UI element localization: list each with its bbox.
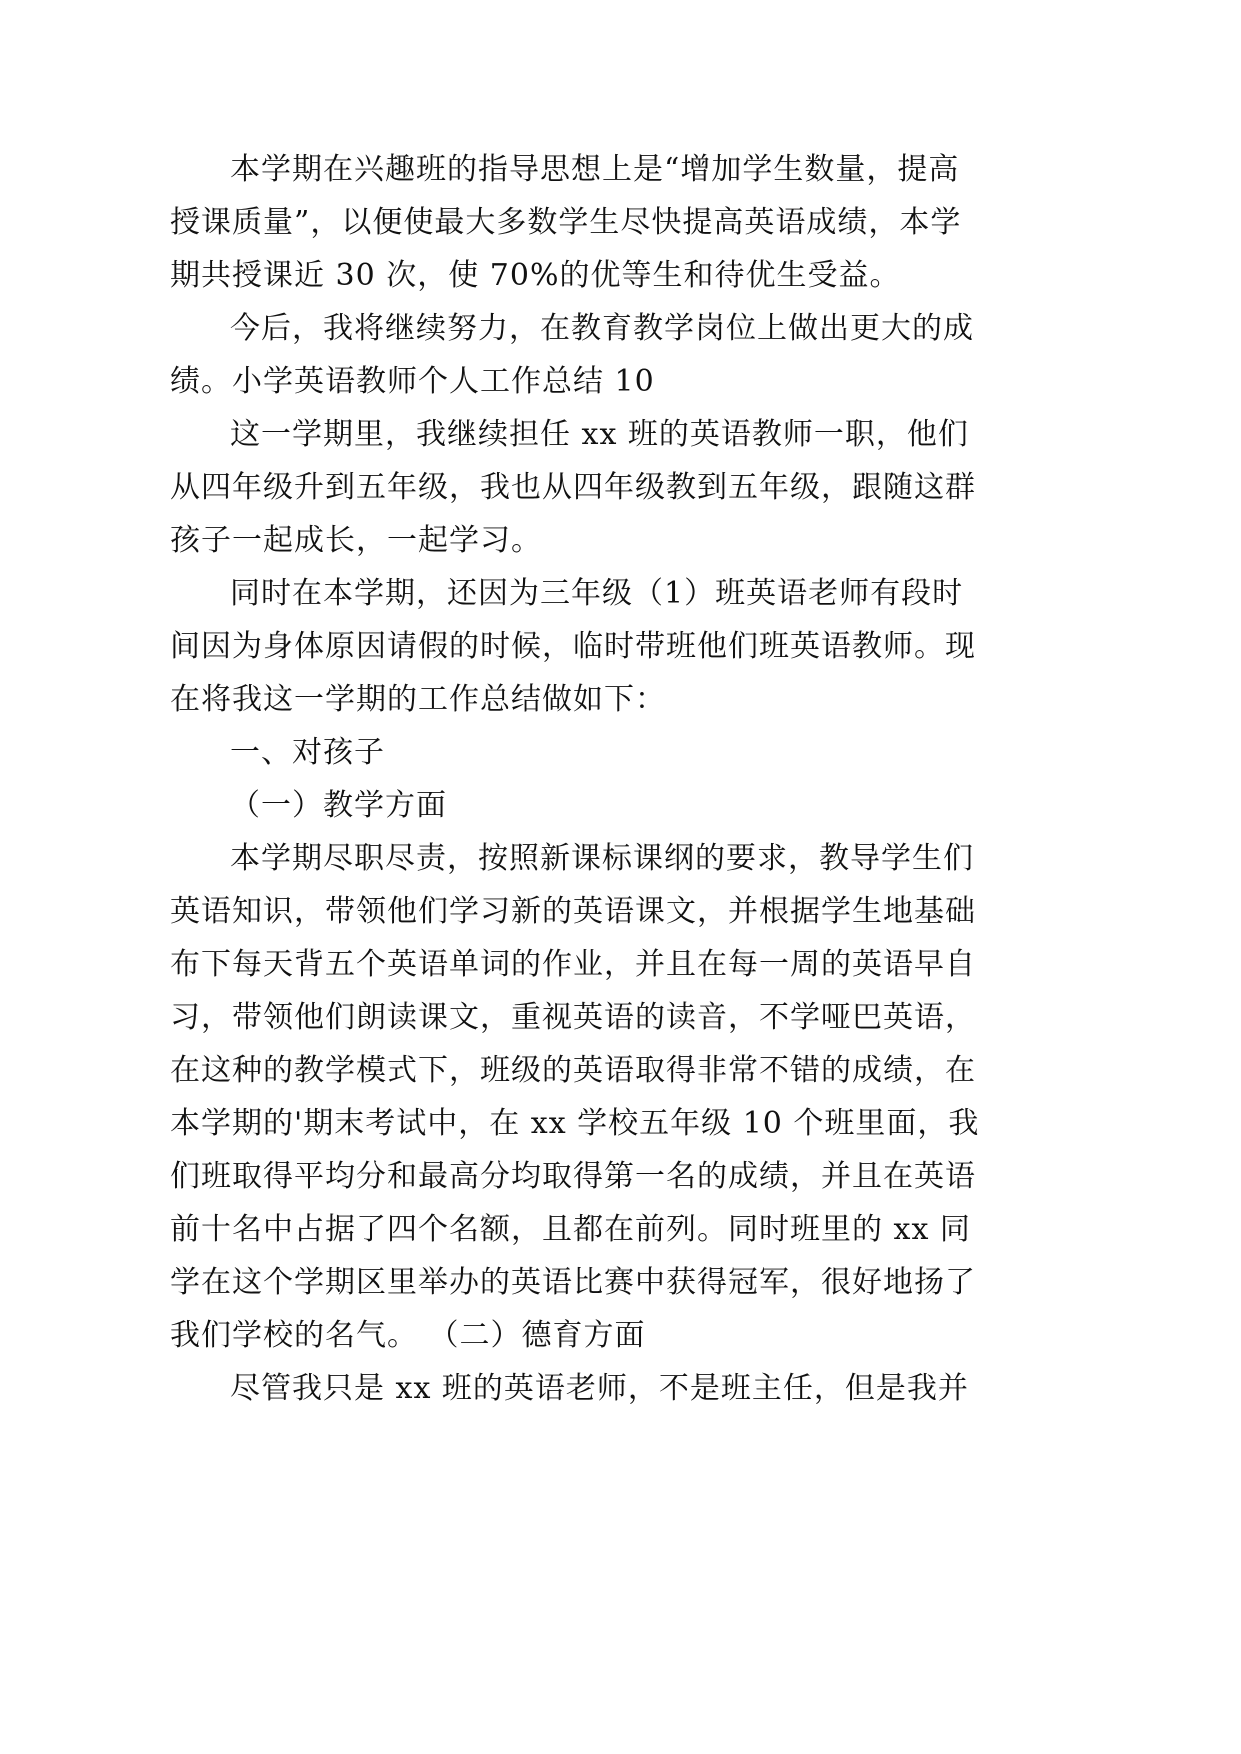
text-line: 今后，我将继续努力，在教育教学岗位上做出更大的成 bbox=[230, 311, 974, 346]
subsection-heading: （一）教学方面 bbox=[230, 788, 447, 823]
text-line: 我们学校的名气。 （二）德育方面 bbox=[170, 1318, 646, 1353]
text-line: 学在这个学期区里举办的英语比赛中获得冠军，很好地扬了 bbox=[170, 1265, 976, 1300]
text-line: 本学期尽职尽责，按照新课标课纲的要求，教导学生们 bbox=[230, 841, 974, 876]
text-line: 本学期在兴趣班的指导思想上是“增加学生数量，提高 bbox=[230, 152, 960, 187]
text-line: 绩。小学英语教师个人工作总结 10 bbox=[170, 364, 655, 399]
text-line: 习，带领他们朗读课文，重视英语的读音，不学哑巴英语， bbox=[170, 1000, 976, 1035]
text-line: 孩子一起成长，一起学习。 bbox=[170, 523, 542, 558]
text-line: 从四年级升到五年级，我也从四年级教到五年级，跟随这群 bbox=[170, 470, 976, 505]
text-line: 本学期的'期末考试中，在 xx 学校五年级 10 个班里面，我 bbox=[170, 1106, 980, 1141]
text-line: 间因为身体原因请假的时候，临时带班他们班英语教师。现 bbox=[170, 629, 976, 664]
text-line: 尽管我只是 xx 班的英语老师，不是班主任，但是我并 bbox=[230, 1371, 969, 1406]
text-line: 前十名中占据了四个名额，且都在前列。同时班里的 xx 同 bbox=[170, 1212, 971, 1247]
text-line: 英语知识，带领他们学习新的英语课文，并根据学生地基础 bbox=[170, 894, 976, 929]
section-heading: 一、对孩子 bbox=[230, 735, 385, 770]
text-line: 授课质量”，以便使最大多数学生尽快提高英语成绩，本学 bbox=[170, 205, 962, 240]
text-line: 在这种的教学模式下，班级的英语取得非常不错的成绩，在 bbox=[170, 1053, 976, 1088]
text-line: 在将我这一学期的工作总结做如下： bbox=[170, 682, 666, 717]
text-line: 布下每天背五个英语单词的作业，并且在每一周的英语早自 bbox=[170, 947, 976, 982]
text-line: 期共授课近 30 次，使 70%的优等生和待优生受益。 bbox=[170, 258, 901, 293]
text-line: 们班取得平均分和最高分均取得第一名的成绩，并且在英语 bbox=[170, 1159, 976, 1194]
text-line: 同时在本学期，还因为三年级（1）班英语老师有段时 bbox=[230, 576, 964, 611]
text-line: 这一学期里，我继续担任 xx 班的英语教师一职，他们 bbox=[230, 417, 969, 452]
